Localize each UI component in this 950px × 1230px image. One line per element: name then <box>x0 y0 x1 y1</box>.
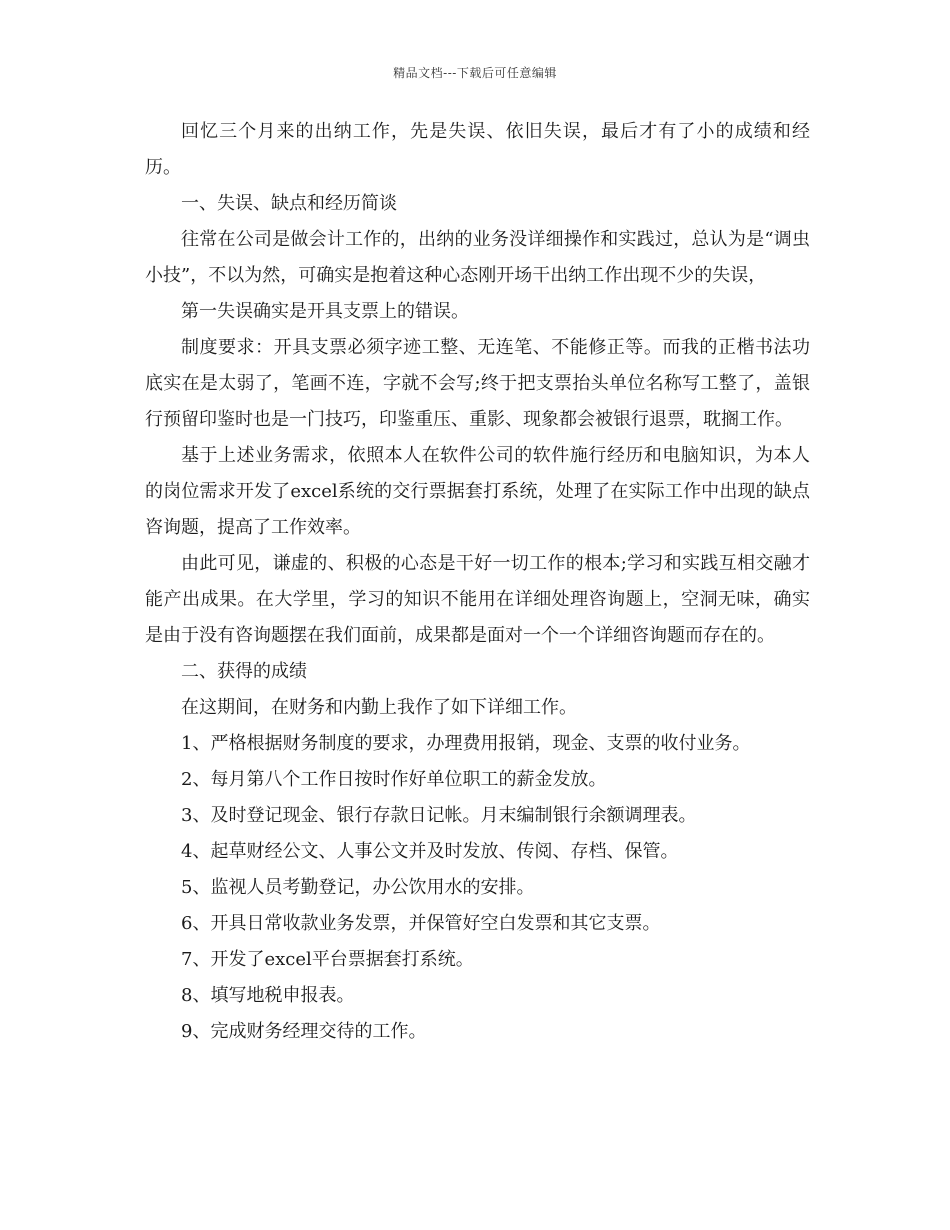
list-item: 5、监视人员考勤登记，办公饮用水的安排。 <box>181 877 535 898</box>
document-body <box>145 114 810 1050</box>
list-item: 9、完成财务经理交待的工作。 <box>181 1021 427 1042</box>
paragraph: 在这期间，在财务和内勤上我作了如下详细工作。 <box>181 697 577 718</box>
paragraph: 由此可见，谦虚的、积极的心态是干好一切工作的根本;学习和实践互相交融才能产出成果。在大学里，学习的知识不能用在详细处理咨询题上，空洞无味，确实是由于没有咨询题摆在我们面前，成果都是面对一个一个详细咨询题而存在的。 <box>145 553 810 646</box>
section-heading-1: 一、失误、缺点和经历简谈 <box>181 193 397 214</box>
list-item: 8、填写地税申报表。 <box>181 985 355 1006</box>
list-item: 4、起草财经公文、人事公文并及时发放、传阅、存档、保管。 <box>181 841 679 862</box>
paragraph: 制度要求：开具支票必须字迹工整、无连笔、不能修正等。而我的正楷书法功底实在是太弱了，笔画不连，字就不会写;终于把支票抬头单位名称写工整了，盖银行预留印鉴时也是一门技巧，印鉴重压、重影、现象都会被银行退票，耽搁工作。 <box>145 337 810 430</box>
paragraph: 往常在公司是做会计工作的，出纳的业务没详细操作和实践过，总认为是“调虫小技”，不以为然，可确实是抱着这种心态刚开场干出纳工作出现不少的失误， <box>145 229 810 286</box>
page-header: 精品文档---下载后可任意编辑 <box>393 66 557 80</box>
list-item: 2、每月第八个工作日按时作好单位职工的薪金发放。 <box>181 769 607 790</box>
paragraph: 基于上述业务需求，依照本人在软件公司的软件施行经历和电脑知识，为本人的岗位需求开发了excel系统的交行票据套打系统，处理了在实际工作中出现的缺点咨询题，提高了工作效率。 <box>145 445 810 538</box>
section-heading-2: 二、获得的成绩 <box>181 661 307 682</box>
list-item: 3、及时登记现金、银行存款日记帐。月末编制银行余额调理表。 <box>181 805 697 826</box>
paragraph-intro: 回忆三个月来的出纳工作，先是失误、依旧失误，最后才有了小的成绩和经历。 <box>145 121 810 178</box>
list-item: 7、开发了excel平台票据套打系统。 <box>181 949 474 970</box>
list-item: 6、开具日常收款业务发票，并保管好空白发票和其它支票。 <box>181 913 661 934</box>
list-item: 1、严格根据财务制度的要求，办理费用报销，现金、支票的收付业务。 <box>181 733 751 754</box>
paragraph: 第一失误确实是开具支票上的错误。 <box>181 301 469 322</box>
